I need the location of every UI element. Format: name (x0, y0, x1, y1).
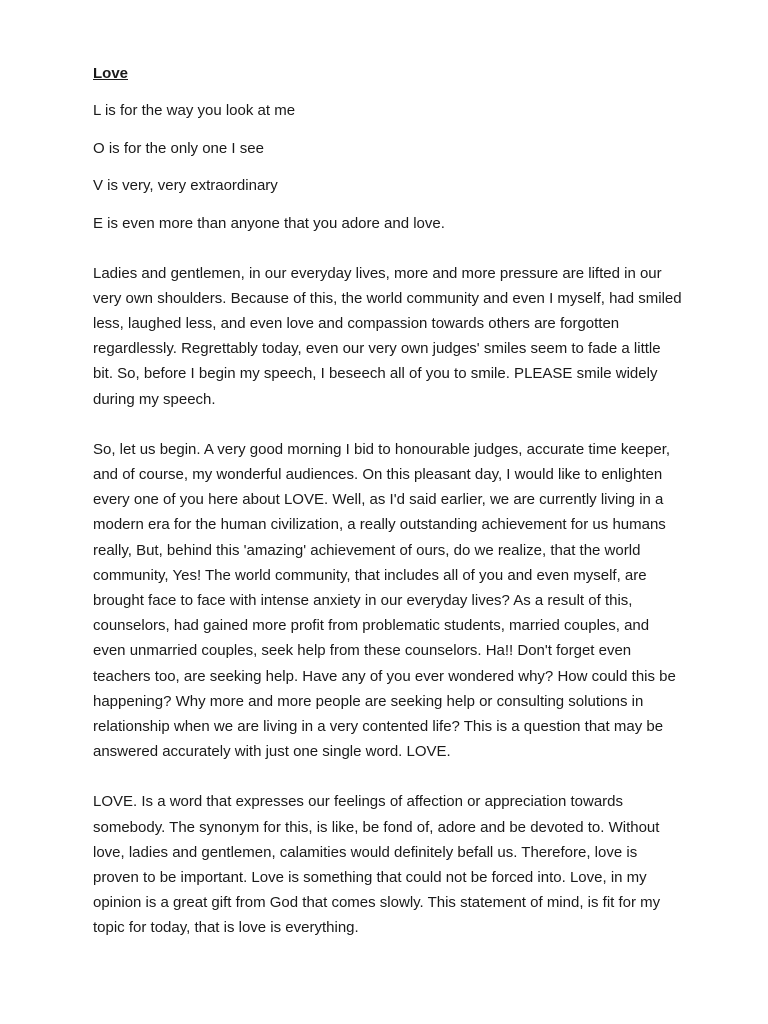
document-page (93, 62, 683, 941)
document-title: Love (93, 65, 129, 82)
poem-line-e: E is even more than anyone that you adore and love. (93, 214, 445, 232)
poem-line-o: O is for the only one I see (93, 139, 264, 157)
paragraph-definition: LOVE. Is a word that expresses our feelings of affection or appreciation towards somebody. The synonym for this, is like, be fond of, adore and be devoted to. Without love, ladies and gentlemen, calamities would definitely befall us. Therefore, love is proven to be important. Love is something that could not be forced into. Love, in my opinion is a great gift from God that comes slowly. This statement of mind, is fit for my topic for today, that is love is everything. (93, 793, 661, 937)
poem-line-v: V is very, very extraordinary (93, 177, 278, 194)
poem-line-l: L is for the way you look at me (93, 102, 296, 119)
paragraph-greeting: So, let us begin. A very good morning I bid to honourable judges, accurate time keeper, and of course, my wonderful audiences. On this pleasant day, I would like to enlighten every one of you here about LOVE. Well, as I'd said earlier, we are currently living in a modern era for the human civilization, a really outstanding achievement for us humans really, But, behind this 'amazing' achievement of ours, do we realize, that the world community, Yes! The world community, that includes all of you and even myself, are brought face to face with intense anxiety in our everyday lives? As a result of this, counselors, had gained more profit from problematic students, married couples, and even unmarried couples, seek help from these counselors. Ha!! Don't forget even teachers too, are seeking help. Have any of you ever wondered why? How could this be happening? Why more and more people are seeking help or consulting solutions in relationship when we are living in a very contented life? This is a question that may be answered accurately with just one single word. LOVE. (93, 440, 676, 761)
paragraph-intro: Ladies and gentlemen, in our everyday lives, more and more pressure are lifted in our very own shoulders. Because of this, the world community and even I myself, had smiled less, laughed less, and even love and compassion towards others are forgotten regardlessly. Regrettably today, even our very own judges' smiles seem to fade a little bit. So, before I begin my speech, I beseech all of you to smile. PLEASE smile widely during my speech. (93, 264, 682, 408)
